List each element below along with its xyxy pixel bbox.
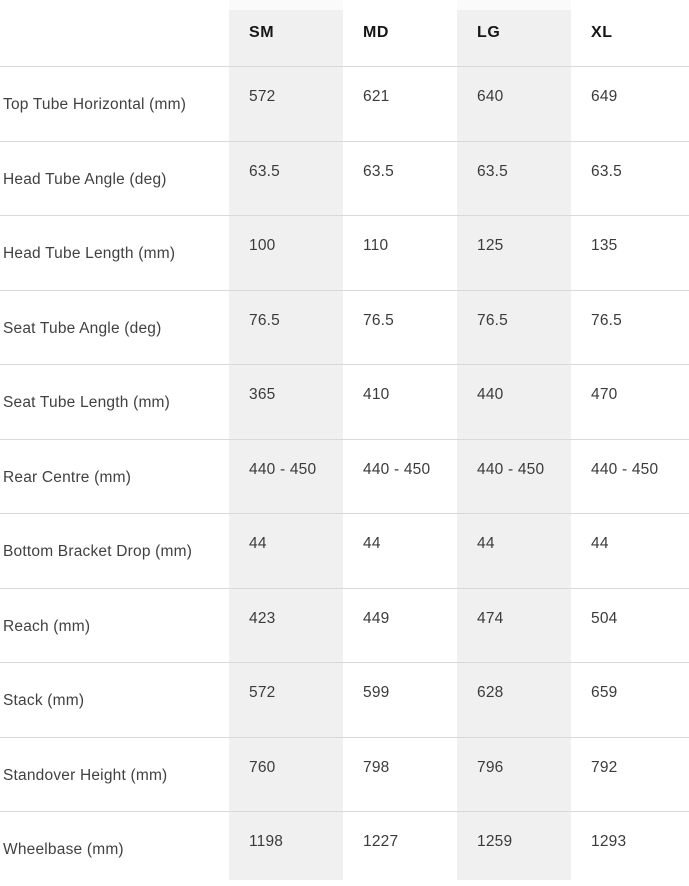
table-row-rear-centre <box>0 439 689 514</box>
column-header-md: MD <box>363 24 390 41</box>
row-label: Stack (mm) <box>3 692 85 709</box>
value-cell-md: 599 <box>363 684 390 701</box>
value-cell-sm: 44 <box>249 535 267 552</box>
table-row-bottom-bracket-drop <box>0 513 689 588</box>
value-cell-lg: 440 <box>477 386 504 403</box>
value-cell-sm: 572 <box>249 684 276 701</box>
row-label: Wheelbase (mm) <box>3 841 124 858</box>
value-cell-md: 44 <box>363 535 381 552</box>
value-cell-sm: 76.5 <box>249 311 280 329</box>
value-cell-lg: 628 <box>477 684 504 701</box>
value-cell-md: 798 <box>363 758 390 776</box>
value-cell-sm: 100 <box>249 237 276 254</box>
row-label: Rear Centre (mm) <box>3 468 132 486</box>
value-cell-xl: 659 <box>591 684 618 701</box>
value-cell-sm: 572 <box>249 88 276 105</box>
value-cell-xl: 44 <box>591 535 609 552</box>
value-cell-lg: 125 <box>477 237 504 254</box>
table-header-row <box>0 0 689 66</box>
row-label: Seat Tube Length (mm) <box>3 394 171 411</box>
row-label: Head Tube Angle (deg) <box>3 170 167 188</box>
table-row-top-tube-horizontal <box>0 66 689 141</box>
value-cell-lg: 474 <box>477 609 504 627</box>
row-label: Standover Height (mm) <box>3 766 168 784</box>
value-cell-md: 621 <box>363 88 390 105</box>
value-cell-xl: 63.5 <box>591 162 622 180</box>
row-label: Bottom Bracket Drop (mm) <box>3 543 193 560</box>
table-row-standover-height <box>0 737 689 812</box>
value-cell-xl: 470 <box>591 386 618 403</box>
value-cell-sm: 423 <box>249 609 276 627</box>
row-label: Seat Tube Angle (deg) <box>3 319 162 337</box>
value-cell-sm: 365 <box>249 386 276 403</box>
table-row-head-tube-length <box>0 215 689 290</box>
row-label: Top Tube Horizontal (mm) <box>3 96 187 113</box>
value-cell-sm: 1198 <box>249 833 284 850</box>
header-spacer-cell <box>0 0 229 66</box>
value-cell-md: 63.5 <box>363 162 394 180</box>
value-cell-sm: 440 - 450 <box>249 460 317 478</box>
value-cell-xl: 792 <box>591 758 618 776</box>
table-row-seat-tube-angle <box>0 290 689 365</box>
value-cell-lg: 63.5 <box>477 162 508 180</box>
table-row-stack <box>0 662 689 737</box>
value-cell-lg: 796 <box>477 758 504 776</box>
value-cell-xl: 76.5 <box>591 311 622 329</box>
table-row-wheelbase <box>0 811 689 886</box>
column-header-xl: XL <box>591 24 613 41</box>
value-cell-xl: 504 <box>591 609 618 627</box>
value-cell-lg: 640 <box>477 88 504 105</box>
table-row-seat-tube-length <box>0 364 689 439</box>
value-cell-md: 449 <box>363 609 390 627</box>
row-label: Reach (mm) <box>3 617 91 635</box>
value-cell-md: 1227 <box>363 833 399 850</box>
value-cell-lg: 1259 <box>477 833 513 850</box>
value-cell-md: 76.5 <box>363 311 394 329</box>
value-cell-lg: 44 <box>477 535 495 552</box>
value-cell-md: 110 <box>363 237 389 254</box>
value-cell-sm: 63.5 <box>249 162 280 180</box>
column-header-sm: SM <box>249 24 275 41</box>
value-cell-md: 440 - 450 <box>363 460 431 478</box>
value-cell-md: 410 <box>363 386 390 403</box>
value-cell-xl: 1293 <box>591 833 627 850</box>
table-row-head-tube-angle <box>0 141 689 216</box>
value-cell-lg: 76.5 <box>477 311 508 329</box>
table-row-reach <box>0 588 689 663</box>
value-cell-xl: 135 <box>591 237 618 254</box>
value-cell-xl: 649 <box>591 88 618 105</box>
value-cell-sm: 760 <box>249 758 276 776</box>
column-header-lg: LG <box>477 24 501 41</box>
row-label: Head Tube Length (mm) <box>3 245 176 262</box>
value-cell-lg: 440 - 450 <box>477 460 545 478</box>
value-cell-xl: 440 - 450 <box>591 460 659 478</box>
